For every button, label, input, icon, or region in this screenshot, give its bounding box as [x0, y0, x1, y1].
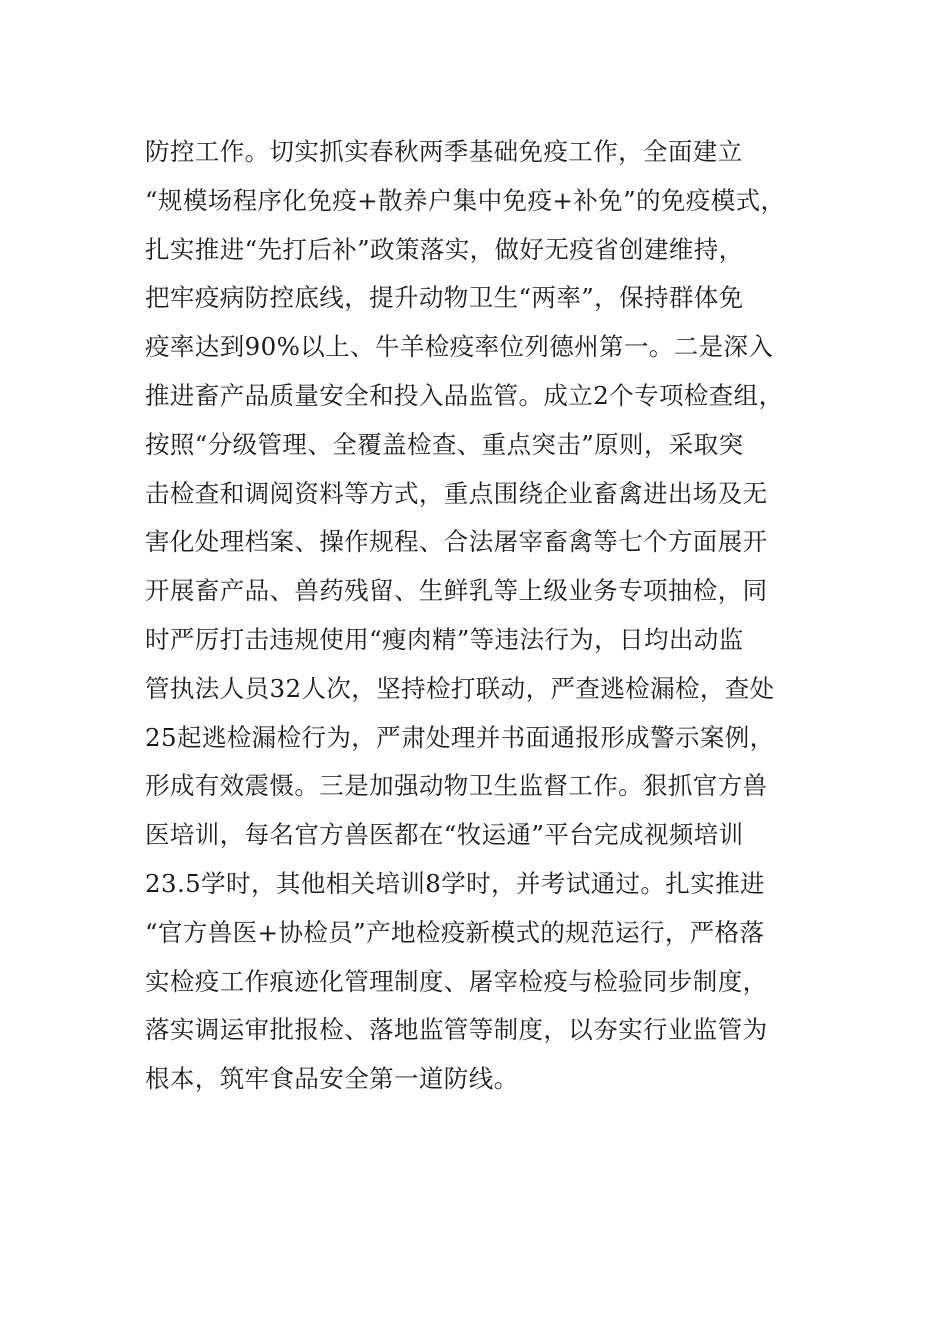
text-line: 推进畜产品质量安全和投入品监管。成立2个专项检查组，: [145, 380, 784, 410]
text-line: 医培训，每名官方兽医都在“牧运通”平台完成视频培训: [145, 820, 744, 850]
text-line: 疫率达到90%以上、牛羊检疫率位列德州第一。二是深入: [145, 332, 774, 362]
text-line: 时严厉打击违规使用“瘦肉精”等违法行为，日均出动监: [145, 624, 744, 654]
text-line: 落实调运审批报检、落地监管等制度，以夯实行业监管为: [145, 1015, 768, 1045]
text-line: 根本，筑牢食品安全第一道防线。: [145, 1064, 519, 1094]
text-line: 形成有效震慑。三是加强动物卫生监督工作。狠抓官方兽: [145, 771, 768, 801]
text-line: 把牢疫病防控底线，提升动物卫生“两率”，保持群体免: [145, 283, 744, 313]
text-line: 防控工作。切实抓实春秋两季基础免疫工作，全面建立: [145, 137, 743, 166]
body-paragraph: [145, 128, 845, 1104]
text-line: 实检疫工作痕迹化管理制度、屠宰检疫与检验同步制度，: [145, 966, 768, 996]
text-line: 害化处理档案、操作规程、合法屠宰畜禽等七个方面展开: [145, 527, 768, 557]
text-line: 击检查和调阅资料等方式，重点围绕企业畜禽进出场及无: [145, 478, 768, 508]
text-line: 23.5学时，其他相关培训8学时，并考试通过。扎实推进: [145, 868, 765, 898]
text-line: 开展畜产品、兽药残留、生鲜乳等上级业务专项抽检，同: [145, 576, 768, 606]
text-line: 管执法人员32人次，坚持检打联动，严查逃检漏检，查处: [145, 673, 775, 703]
text-line: 扎实推进“先打后补”政策落实，做好无疫省创建维持，: [145, 234, 744, 264]
text-line: “规模场程序化免疫+散养户集中免疫+补免”的免疫模式，: [145, 185, 786, 215]
text-line: 25起逃检漏检行为，严肃处理并书面通报形成警示案例，: [145, 722, 775, 752]
text-line: “官方兽医+协检员”产地检疫新模式的规范运行，严格落: [145, 917, 765, 947]
text-line: 按照“分级管理、全覆盖检查、重点突击”原则，采取突: [145, 429, 744, 459]
